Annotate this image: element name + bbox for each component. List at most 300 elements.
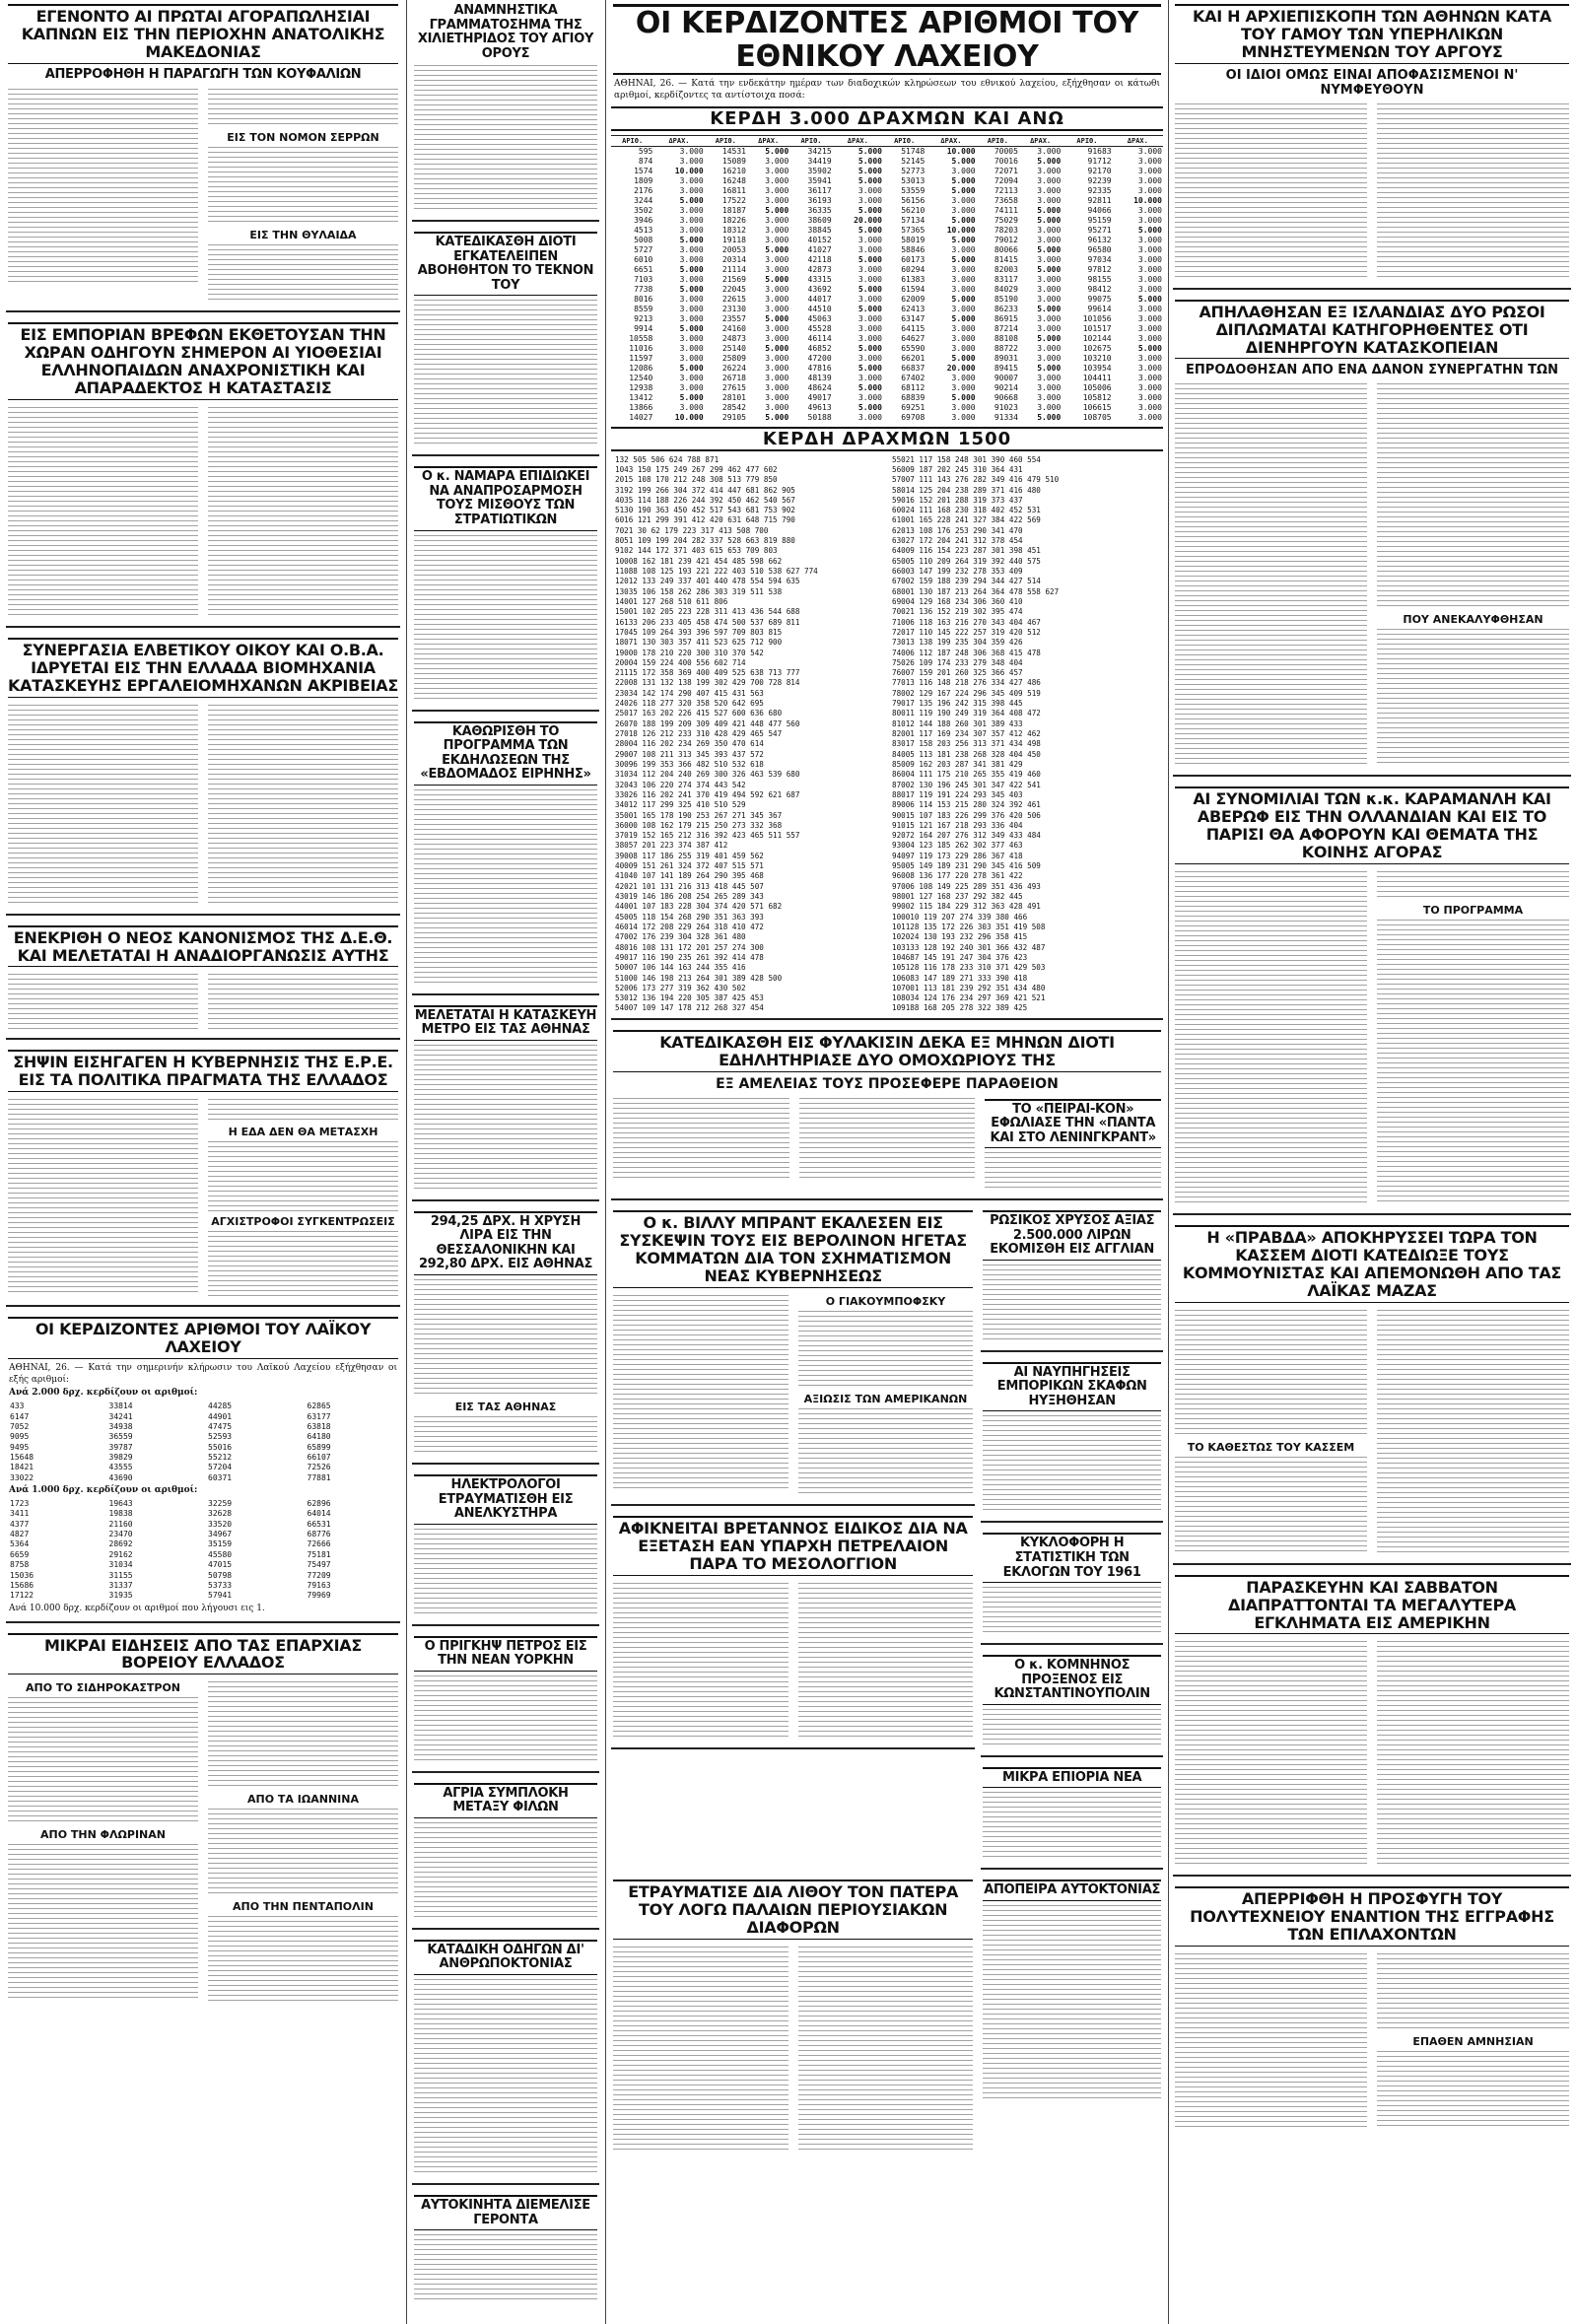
prize-band: ΚΕΡΔΗ ΔΡΑΧΜΩΝ 1500 [611,427,1163,451]
list-item: 78002 129 167 224 296 345 409 519 [892,688,1041,698]
prize-amount: 3.000 [857,353,882,363]
headline: ΕΓΕΝΟΝΤΟ ΑΙ ΠΡΩΤΑΙ ΑΓΟΡΑΠΩΛΗΣΙΑΙ ΚΑΠΝΩΝ ΕΙΣ ΤΗΝ ΠΕΡΙΟΧΗΝ ΑΝΑΤΟΛΙΚΗΣ ΜΑΚΕΔΟΝΙΑΣ [8,4,398,64]
list-item: 8758 [10,1560,30,1570]
table-header-cell: ΑΡΙΘ. [611,135,653,146]
ticket-number: 11597 [629,353,653,363]
table-header-cell: ΔΡΑΧ. [926,135,976,146]
prize-amount: 5.000 [1137,294,1162,304]
table-row [611,334,1163,344]
prize-amount: 3.000 [679,333,704,343]
ticket-number: 48139 [807,373,832,382]
ticket-number: 18226 [721,215,746,225]
ticket-number: 47816 [807,363,832,373]
list-item: 7052 [10,1421,30,1431]
body-text [985,1152,1161,1192]
list-item: 72017 110 145 222 257 319 420 512 [892,627,1041,637]
prize-amount: 3.000 [857,373,882,382]
ticket-number: 97034 [1087,254,1112,264]
body-text [414,789,597,987]
section-heading: ΑΠΟ ΤΟ ΣΙΔΗΡΟΚΑΣΤΡΟΝ [26,1681,180,1695]
article-peace-week [412,718,599,995]
list-item: 11088 108 125 193 221 222 403 510 538 627 774 [615,567,818,576]
list-item: 27018 126 212 233 310 428 429 465 547 [615,729,783,738]
list-item: 15001 102 205 223 228 311 413 436 544 688 [615,607,800,617]
ticket-number: 89415 [994,363,1018,373]
body-text [1175,1310,1367,1438]
prize-amount: 3.000 [1137,166,1162,175]
headline: Ο κ. ΝΑΜΑΡΑ ΕΠΙΔΙΩΚΕΙ ΝΑ ΑΝΑΠΡΟΣΑΡΜΟΣΗ ΤΟΥΣ ΜΙΣΘΟΥΣ ΤΩΝ ΣΤΡΑΤΙΩΤΙΚΩΝ [414,466,597,530]
prize-amount: 3.000 [1137,363,1162,373]
list-item: 66003 147 199 232 278 353 409 [892,567,1023,576]
list-item: 64014 [307,1509,331,1519]
prize-amount: 3.000 [1037,175,1062,185]
list-item: 71006 118 163 216 270 343 404 467 [892,617,1041,627]
ticket-number: 5008 [634,235,653,244]
list-item: 31034 [108,1560,133,1570]
list-item: 4377 [10,1519,30,1529]
list-item: 97006 108 149 225 289 351 436 493 [892,881,1041,891]
list-item: 52006 173 277 319 362 430 502 [615,983,746,992]
prize-amount: 3.000 [679,382,704,392]
list-item: 29162 [108,1549,133,1559]
article-namara [412,462,599,711]
table-row [611,354,1163,364]
list-item: 5364 [10,1539,30,1549]
headline: ΑΠΟΠΕΙΡΑ ΑΥΤΟΚΤΟΝΙΑΣ [983,1880,1161,1901]
body-text [1377,871,1569,901]
ticket-number: 10558 [629,333,653,343]
list-item: 19643 [108,1498,133,1508]
list-item: 54007 109 147 178 212 268 327 454 [615,1003,764,1013]
ticket-number: 20314 [721,254,746,264]
body-text [1175,103,1367,281]
prize-amount: 3.000 [857,264,882,274]
list-item: 75497 [307,1560,331,1570]
body-text [983,1792,1161,1861]
list-item: 65899 [307,1442,331,1452]
ticket-number: 69251 [901,402,926,412]
list-item: 67002 159 188 239 294 344 427 514 [892,577,1041,586]
prize-amount: 3.000 [765,323,789,333]
table-row [611,255,1163,265]
list-item: 43019 146 186 208 254 265 289 343 [615,892,764,901]
list-item: 47475 [208,1421,233,1431]
prize-amount: 3.000 [857,313,882,323]
headline: ΑΠΕΡΡΙΦΘΗ Η ΠΡΟΣΦΥΓΗ ΤΟΥ ΠΟΛΥΤΕΧΝΕΙΟΥ ΕΝΑΝΤΙΟΝ ΤΗΣ ΕΓΓΡΑΦΗΣ ΤΩΝ ΕΠΙΛΑΧΟΝΤΩΝ [1175,1886,1569,1947]
list-item: 73013 138 199 235 304 359 426 [892,638,1023,648]
ticket-number: 66837 [901,363,926,373]
prize-amount: 5.000 [765,244,789,254]
ticket-number: 70016 [994,156,1018,166]
ticket-number: 68112 [901,382,926,392]
prize-amount: 3.000 [765,264,789,274]
list-item: 68001 130 187 213 264 364 478 558 627 [892,586,1060,596]
subheadline: ΟΙ ΙΔΙΟΙ ΟΜΩΣ ΕΙΝΑΙ ΑΠΟΦΑΣΙΣΜΕΝΟΙ Ν' ΝΥΜΦΕΥΘΟΥΝ [1225,67,1519,98]
list-item: 34012 117 299 325 410 510 529 [615,800,746,810]
article-willy-brandt [611,1206,975,1506]
list-item: 30096 199 353 366 482 510 532 618 [615,759,764,769]
article-electrician [412,1470,599,1626]
ticket-number: 8016 [634,294,653,304]
prize-amount: 5.000 [951,254,976,264]
article-argos-marriage [1173,0,1571,290]
list-item: 34967 [208,1530,233,1539]
ticket-number: 16811 [721,185,746,195]
prize-amount: 3.000 [1137,353,1162,363]
ticket-number: 92811 [1087,195,1112,205]
table-row [611,157,1163,167]
ticket-number: 14027 [629,412,653,422]
prize-amount: 5.000 [765,274,789,284]
ticket-number: 14531 [721,146,746,156]
ticket-number: 12540 [629,373,653,382]
ticket-number: 38609 [807,215,832,225]
article-polytechnic [1173,1882,1571,2138]
prize-amount: 3.000 [857,185,882,195]
ticket-number: 85190 [994,294,1018,304]
list-item: 19838 [108,1509,133,1519]
body-text [414,1529,597,1617]
body-text [983,1265,1161,1343]
prize-amount: 3.000 [1137,274,1162,284]
prize-amount: 3.000 [1137,185,1162,195]
ticket-number: 16248 [721,175,746,185]
ticket-number: 9914 [634,323,653,333]
list-item: 31034 112 204 240 269 300 326 463 539 680 [615,770,800,780]
body-text [208,1809,398,1897]
ticket-number: 105812 [1082,392,1112,402]
list-item: 32043 106 220 274 374 443 542 [615,780,746,789]
body-text [208,244,398,304]
prize-amount: 3.000 [765,392,789,402]
table-row [611,196,1163,206]
body-text [1377,1641,1569,1868]
body-text [1377,383,1569,610]
prize-amount: 3.000 [1037,313,1062,323]
list-item: 21115 172 358 369 400 409 525 638 713 777 [615,668,800,678]
list-item: 4035 114 188 226 244 392 450 462 540 567 [615,495,795,505]
list-item: 9495 [10,1442,30,1452]
headline: ΚΥΚΛΟΦΟΡΗ Η ΣΤΑΤΙΣΤΙΚΗ ΤΩΝ ΕΚΛΟΓΩΝ ΤΟΥ 1961 [983,1533,1161,1583]
prize-amount: 3.000 [1037,323,1062,333]
ticket-number: 91023 [994,402,1018,412]
list-item: 82001 117 169 234 307 357 412 462 [892,729,1041,738]
ticket-number: 56156 [901,195,926,205]
ticket-number: 26718 [721,373,746,382]
table-row [611,403,1163,413]
ticket-number: 70005 [994,146,1018,156]
prize-amount: 5.000 [1037,304,1062,313]
table-row [611,146,1163,157]
ticket-number: 18312 [721,225,746,235]
list-item: 17122 [10,1591,34,1601]
list-item: 55016 [208,1442,233,1452]
ticket-number: 24160 [721,323,746,333]
article-abandoned-child [412,228,599,456]
prize-amount: 3.000 [1137,402,1162,412]
article-metro [412,1001,599,1201]
ticket-number: 62009 [901,294,926,304]
ticket-number: 52145 [901,156,926,166]
prize-amount: 5.000 [857,402,882,412]
prize-amount: 3.000 [1137,412,1162,422]
body-text [1175,871,1367,1206]
list-item: 92072 164 207 276 312 349 433 484 [892,831,1041,841]
article-father-injured [611,1876,975,2160]
ticket-number: 58846 [901,244,926,254]
ticket-number: 91683 [1087,146,1112,156]
ticket-number: 48624 [807,382,832,392]
prize-amount: 3.000 [679,402,704,412]
section-heading: Η ΕΔΑ ΔΕΝ ΘΑ ΜΕΤΑΣΧΗ [228,1126,378,1139]
list-item: 94097 119 173 229 286 367 418 [892,851,1023,860]
article-fight [412,1779,599,1930]
prize-amount: 5.000 [1037,215,1062,225]
headline: ΜΙΚΡΑ ΕΠΙΟΡΙΑ ΝΕΑ [983,1767,1161,1789]
list-item: 29007 108 211 313 345 393 437 572 [615,749,764,759]
headline: ΚΑΤΕΔΙΚΑΣΘΗ ΔΙΟΤΙ ΕΓΚΑΤΕΛΕΙΠΕΝ ΑΒΟΗΘΗΤΟΝ ΤΟ ΤΕΚΝΟΝ ΤΟΥ [414,232,597,296]
list-item: 53012 136 194 220 305 387 425 453 [615,993,764,1003]
list-item: 47015 [208,1560,233,1570]
body-text [1175,1953,1367,2131]
prize-amount: 5.000 [679,323,704,333]
ticket-number: 84029 [994,284,1018,294]
list-item: 34938 [108,1421,133,1431]
table-header-cell: ΑΡΙΘ. [977,135,1019,146]
table-row [611,206,1163,216]
ticket-number: 22045 [721,284,746,294]
list-item: 32628 [208,1509,233,1519]
prize-amount: 5.000 [1037,244,1062,254]
body-text [8,89,198,286]
list-item: 6147 [10,1411,30,1421]
ticket-number: 18187 [721,205,746,215]
ticket-number: 103954 [1082,363,1112,373]
ticket-number: 26224 [721,363,746,373]
body-text [208,1099,398,1123]
prize-amount: 3.000 [1037,373,1062,382]
body-text [208,1681,398,1790]
prize-amount: 5.000 [951,313,976,323]
ticket-number: 105006 [1082,382,1112,392]
ticket-number: 29105 [721,412,746,422]
body-text [208,1916,398,2005]
ticket-number: 67402 [901,373,926,382]
headline: Η «ΠΡΑΒΔΑ» ΑΠΟΚΗΡΥΣΣΕΙ ΤΩΡΑ ΤΟΝ ΚΑΣΣΕΜ ΔΙΟΤΙ ΚΑΤΕΔΙΩΞΕ ΤΟΥΣ ΚΟΜΜΟΥΝΙΣΤΑΣ ΚΑΙ ΑΠΕΜΟΝΩΘΗ ΑΠΟ ΤΑΣ ΛΑΪΚΑΣ ΜΑΖΑΣ [1175,1225,1569,1303]
prize-amount: 3.000 [1037,225,1062,235]
headline: ΚΑΤΕΔΙΚΑΣΘΗ ΕΙΣ ΦΥΛΑΚΙΣΙΝ ΔΕΚΑ ΕΞ ΜΗΝΩΝ ΔΙΟΤΙ ΕΔΗΛΗΤΗΡΙΑΣΕ ΔΥΟ ΟΜΟΧΩΡΙΟΥΣ ΤΗΣ [613,1030,1161,1072]
prize-amount: 3.000 [857,195,882,205]
section-heading: ΠΟΥ ΑΝΕΚΑΛΥΦΘΗΣΑΝ [1403,613,1543,627]
article-oil-mesolongi [611,1512,975,1749]
prize-amount: 10.000 [674,166,704,175]
body-text [414,1279,597,1398]
list-item: 63818 [307,1421,331,1431]
body-text [208,1231,398,1298]
table-header-cell: ΑΡΙΘ. [789,135,832,146]
list-item: 39829 [108,1453,133,1463]
prize-amount: 3.000 [679,175,704,185]
prize-amount: 3.000 [679,146,704,156]
ticket-number: 19118 [721,235,746,244]
prize-amount: 3.000 [1037,284,1062,294]
ticket-number: 36335 [807,205,832,215]
ticket-number: 20053 [721,244,746,254]
prize-amount: 3.000 [1037,235,1062,244]
ticket-number: 47200 [807,353,832,363]
headline: ΑΥΤΟΚΙΝΗΤΑ ΔΙΕΜΕΛΙΣΕ ΓΕΡΟΝΤΑ [414,2195,597,2230]
list-item: 16133 206 233 405 458 474 500 537 689 811 [615,617,800,627]
prize-amount: 5.000 [1037,156,1062,166]
table-row [611,226,1163,236]
prize-amount: 3.000 [1037,353,1062,363]
prize-amount: 5.000 [765,146,789,156]
body-text [414,1045,597,1193]
headline: ΑΦΙΚΝΕΙΤΑΙ ΒΡΕΤΑΝΝΟΣ ΕΙΔΙΚΟΣ ΔΙΑ ΝΑ ΕΞΕΤΑΣΗ ΕΑΝ ΥΠΑΡΧΗ ΠΕΤΡΕΛΑΙΟΝ ΠΑΡΑ ΤΟ ΜΕΣΟΛΟΓΓΙΟΝ [613,1516,973,1576]
prize-amount: 3.000 [1137,205,1162,215]
ticket-number: 45063 [807,313,832,323]
list-item: 23470 [108,1530,133,1539]
list-item: 66107 [307,1453,331,1463]
prize-amount: 3.000 [765,353,789,363]
list-item: 75026 109 174 233 279 348 404 [892,657,1023,667]
ticket-number: 42873 [807,264,832,274]
list-item: 62865 [307,1401,331,1411]
list-item: 36000 108 162 179 215 250 273 332 368 [615,820,783,830]
ticket-number: 3244 [634,195,653,205]
ticket-number: 72071 [994,166,1018,175]
ticket-number: 23130 [721,304,746,313]
table-row [611,167,1163,176]
list-item: 75181 [307,1549,331,1559]
list-item: 17045 109 264 393 396 597 709 803 815 [615,627,783,637]
prize-amount: 3.000 [1137,175,1162,185]
section-heading: ΕΙΣ ΤΗΝ ΘΥΛΑΙΔΑ [249,229,357,242]
prize-amount: 5.000 [679,235,704,244]
list-item: 31935 [108,1591,133,1601]
list-item: 52593 [208,1432,233,1442]
list-item: 72526 [307,1463,331,1472]
section-heading: ΕΠΑΘΕΝ ΑΜΝΗΣΙΑΝ [1412,2035,1534,2049]
table-row [611,186,1163,196]
prize-amount: 3.000 [951,382,976,392]
list-item: 58014 125 204 238 289 371 416 480 [892,485,1041,495]
ticket-number: 101517 [1082,323,1112,333]
prize-amount: 3.000 [857,235,882,244]
table-row [611,383,1163,393]
table-row [611,374,1163,383]
prize-amount: 3.000 [1037,294,1062,304]
prize-amount: 5.000 [857,146,882,156]
headline: ΗΛΕΚΤΡΟΛΟΓΟΙ ΕΤΡΑΥΜΑΤΙΣΘΗ ΕΙΣ ΑΝΕΛΚΥΣΤΗΡΑ [414,1474,597,1525]
list-item: 15036 [10,1570,34,1580]
list-item: 87002 130 196 245 301 347 422 541 [892,780,1041,789]
body-text [1377,1310,1569,1556]
list-item: 33022 [10,1472,34,1482]
prize-amount: 3.000 [679,343,704,353]
list-item: 84005 113 181 238 268 328 404 450 [892,749,1041,759]
section-heading: ΕΙΣ ΤΑΣ ΑΘΗΝΑΣ [454,1401,557,1414]
prize-amount: 5.000 [951,175,976,185]
column-4 [1173,0,1571,2324]
headline: ΚΑΙ Η ΑΡΧΙΕΠΙΣΚΟΠΗ ΤΩΝ ΑΘΗΝΩΝ ΚΑΤΑ ΤΟΥ ΓΑΜΟΥ ΤΩΝ ΥΠΕΡΗΛΙΚΩΝ ΜΝΗΣΤΕΥΜΕΝΩΝ ΤΟΥ ΑΡΓΟΥΣ [1175,4,1569,64]
lottery-note: Ανά 10.000 δρχ. κερδίζουν οι αριθμοί που λήγουσι εις 1. [9,1603,265,1613]
list-item: 93004 123 185 262 302 377 463 [892,841,1023,851]
ticket-number: 88722 [994,343,1018,353]
ticket-number: 64627 [901,333,926,343]
headline: ΚΑΘΩΡΙΣΘΗ ΤΟ ΠΡΟΓΡΑΜΜΑ ΤΩΝ ΕΚΔΗΛΩΣΕΩΝ ΤΗΣ «ΕΒΔΟΜΑΔΟΣ ΕΙΡΗΝΗΣ» [414,721,597,786]
prize-amount: 20.000 [946,363,976,373]
body-text [8,1844,198,2002]
section-heading: ΤΟ ΚΑΘΕΣΤΩΣ ΤΟΥ ΚΑΣΣΕΜ [1187,1440,1355,1454]
prize-amount: 3.000 [679,313,704,323]
list-item: 50007 106 144 163 244 355 416 [615,963,746,973]
headline: ΑΙ ΝΑΥΠΗΓΗΣΕΙΣ ΕΜΠΟΡΙΚΩΝ ΣΚΑΦΩΝ ΗΥΞΗΘΗΣΑΝ [983,1362,1161,1412]
table-row [611,324,1163,334]
ticket-number: 41027 [807,244,832,254]
list-item: 34241 [108,1411,133,1421]
prize-amount: 3.000 [951,412,976,422]
article-adoptions [6,318,400,628]
body-text [1377,103,1569,281]
list-item: 9102 144 172 371 403 615 653 709 803 [615,546,778,556]
prize-amount: 3.000 [857,392,882,402]
lottery-lead: ΑΘΗΝΑΙ, 26. — Κατά την ενδεκάτην ημέραν των διαδοχικών κληρώσεων του εθνικού λαχείου, εξήχθησαν οι κάτωθι αριθμοί, κερδίζοντες τα αντίστοιχα ποσά: [614,79,1160,101]
prize-amount: 5.000 [765,412,789,422]
prize-amount: 3.000 [951,323,976,333]
body-text [1175,1641,1367,1868]
body-text [208,1141,398,1212]
prize-amount: 3.000 [951,304,976,313]
ticket-number: 44510 [807,304,832,313]
ticket-number: 27615 [721,382,746,392]
subheadline: ΑΠΕΡΡΟΦΗΘΗ Η ΠΑΡΑΓΩΓΗ ΤΩΝ ΚΟΥΦΑΛΙΩΝ [44,66,362,82]
body-text [613,1098,789,1182]
ticket-number: 16210 [721,166,746,175]
table-row [611,245,1163,255]
list-item: 32259 [208,1498,233,1508]
prize-amount: 5.000 [679,264,704,274]
prize-amount: 5.000 [857,363,882,373]
list-item: 48016 108 131 172 201 257 274 300 [615,942,764,952]
ticket-number: 99614 [1087,304,1112,313]
list-item: 10008 162 181 239 421 454 485 598 662 [615,556,783,566]
ticket-number: 57365 [901,225,926,235]
list-item: 13035 106 158 262 286 303 319 511 538 [615,586,783,596]
list-item: 51000 146 198 213 264 301 389 428 500 [615,973,783,983]
ticket-number: 81415 [994,254,1018,264]
article-poisoning [611,1026,1163,1200]
ticket-number: 104411 [1082,373,1112,382]
list-item: 8051 109 199 204 282 337 528 663 819 880 [615,536,795,546]
prize-amount: 5.000 [1037,363,1062,373]
list-item: 45580 [208,1549,233,1559]
list-item: 44285 [208,1401,233,1411]
ticket-number: 60294 [901,264,926,274]
lottery-lead: ΑΘΗΝΑΙ, 26. — Κατά την σημερινήν κλήρωσιν του Λαϊκού Λαχείου εξήχθησαν οι εξής αριθμοί: [9,1363,397,1385]
headline: ΜΙΚΡΑΙ ΕΙΔΗΣΕΙΣ ΑΠΟ ΤΑΣ ΕΠΑΡΧΙΑΣ ΒΟΡΕΙΟΥ ΕΛΛΑΔΟΣ [8,1633,398,1675]
article-ere-government [6,1046,400,1307]
prize-amount: 5.000 [857,284,882,294]
body-text [8,407,198,619]
ticket-number: 89031 [994,353,1018,363]
list-item: 41040 107 141 189 264 290 395 468 [615,871,764,881]
ticket-number: 1574 [634,166,653,175]
list-item: 100010 119 207 274 339 380 466 [892,912,1028,922]
body-text [1175,1457,1367,1555]
prize-amount: 3.000 [857,274,882,284]
headline: ΑΠΗΛΑΘΗΣΑΝ ΕΞ ΙΣΛΑΝΔΙΑΣ ΔΥΟ ΡΩΣΟΙ ΔΙΠΛΩΜΑΤΑΙ ΚΑΤΗΓΟΡΗΘΕΝΤΕΣ ΟΤΙ ΔΙΕΝΗΡΓΟΥΝ ΚΑΤΑΣΚΟΠΕΙΑΝ [1175,300,1569,360]
